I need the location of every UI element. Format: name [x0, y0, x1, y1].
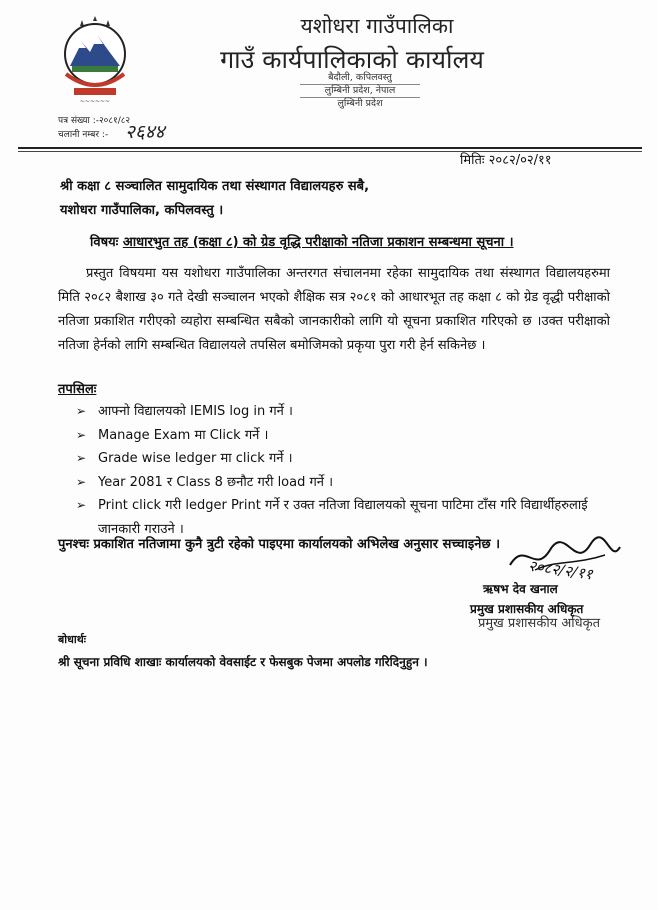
- arrow-bullet-icon: ➢: [76, 474, 87, 489]
- bodharth-label: बोधार्थः: [58, 633, 86, 646]
- arrow-bullet-icon: ➢: [76, 451, 87, 465]
- arrow-bullet-icon: ➢: [76, 404, 87, 418]
- office-stamp: [300, 72, 420, 110]
- step-text: Manage Exam मा Click गर्ने ।: [98, 427, 269, 443]
- designation-stamp: प्रमुख प्रशासकीय अधिकृत: [478, 616, 601, 631]
- nepal-emblem-icon: [60, 14, 130, 106]
- svg-text:~~~~~~: ~~~~~~: [79, 98, 111, 105]
- chalani-label: चलानी नम्बर :-: [58, 130, 109, 140]
- signer-name: ऋषभ देव खनाल: [483, 582, 558, 596]
- step-text: Year 2081 र Class 8 छनौट गरी load गर्ने ।: [98, 474, 334, 490]
- addressee-line-1: श्री कक्षा ८ सञ्चालित सामुदायिक तथा संस्थागत विद्यालयहरु सबै,: [60, 179, 370, 194]
- stamp-line: लुम्बिनी प्रदेश: [337, 98, 383, 109]
- step-text: Grade wise ledger मा click गर्ने ।: [98, 451, 293, 466]
- arrow-bullet-icon: ➢: [76, 427, 87, 442]
- tapasil-heading: तपसिलः: [58, 382, 97, 397]
- step-text: Print click गरी ledger Print गर्ने र उक्त नतिजा विद्यालयको सूचना पाटिमा टाँस गरि विद्यार्थीहरुलाई जानकारी गराउने ।: [98, 498, 588, 537]
- bodharth-item: श्री सूचना प्रविधि शाखाः कार्यालयको वेवसाईट र फेसबुक पेजमा अपलोड गरिदिनुहुन ।: [58, 655, 428, 669]
- subject-label: विषयः: [90, 235, 119, 250]
- step-text: आफ्नो विद्यालयको IEMIS log in गर्ने ।: [98, 404, 293, 419]
- list-item: [76, 471, 596, 495]
- steps-list: [76, 400, 596, 541]
- stamp-line: लुम्बिनी प्रदेश, नेपाल: [300, 85, 420, 98]
- stamp-line: बैदौली, कपिलवस्तु: [300, 72, 420, 85]
- chalani-number: २६४४: [125, 121, 165, 143]
- header-divider: [18, 147, 642, 149]
- arrow-bullet-icon: ➢: [76, 498, 87, 512]
- body-paragraph: प्रस्तुत विषयमा यस यशोधरा गाउँपालिका अन्तरगत संचालनमा रहेका सामुदायिक तथा संस्थागत विद्यालयहरुमा मिति २०८२ बैशाख ३० गते देखी सञ्चालन भएको शैक्षिक सत्र २०८१ को आधारभूत तह कक्षा ८ को ग्रेड वृद्धी परीक्षाको नतिजा प्रकाशित गरीएको व्यहोरा सम्बन्धित सबैको जानकारीको लागि यो सूचना प्रकाशित गरिएको छ ।उक्त परीक्षाको नतिजा हेर्नको लागि सम्बन्धित विद्यालयले तपसिल बमोजिमको प्रकृया पुरा गरी हेर्न सकिनेछ ।: [58, 266, 610, 353]
- office-title: गाउँ कार्यपालिकाको कार्यालय: [220, 45, 484, 74]
- addressee-line-2: यशोधरा गाउँपालिका, कपिलवस्तु ।: [60, 203, 224, 218]
- postscript: पुनश्चः प्रकाशित नतिजामा कुनै त्रुटी रहेको पाइएमा कार्यालयको अभिलेख अनुसार सच्चाइनेछ ।: [58, 537, 501, 552]
- list-item: [76, 400, 596, 424]
- signer-designation: प्रमुख प्रशासकीय अधिकृत: [470, 602, 584, 616]
- patra-sankhya: पत्र संख्या :-२०८१/८२: [58, 116, 131, 126]
- list-item: [76, 424, 596, 448]
- letter-date: मितिः २०८२/०२/११: [460, 153, 552, 168]
- subject-text: आधारभुत तह (कक्षा ८) को ग्रेड वृद्धि परीक्षाको नतिजा प्रकाशन सम्बन्धमा सूचना ।: [122, 235, 514, 250]
- signature-date: २०८२/२/११: [527, 556, 594, 584]
- subject-line: [90, 232, 514, 250]
- municipality-name: यशोधरा गाउँपालिका: [300, 14, 454, 38]
- list-item: [76, 447, 596, 471]
